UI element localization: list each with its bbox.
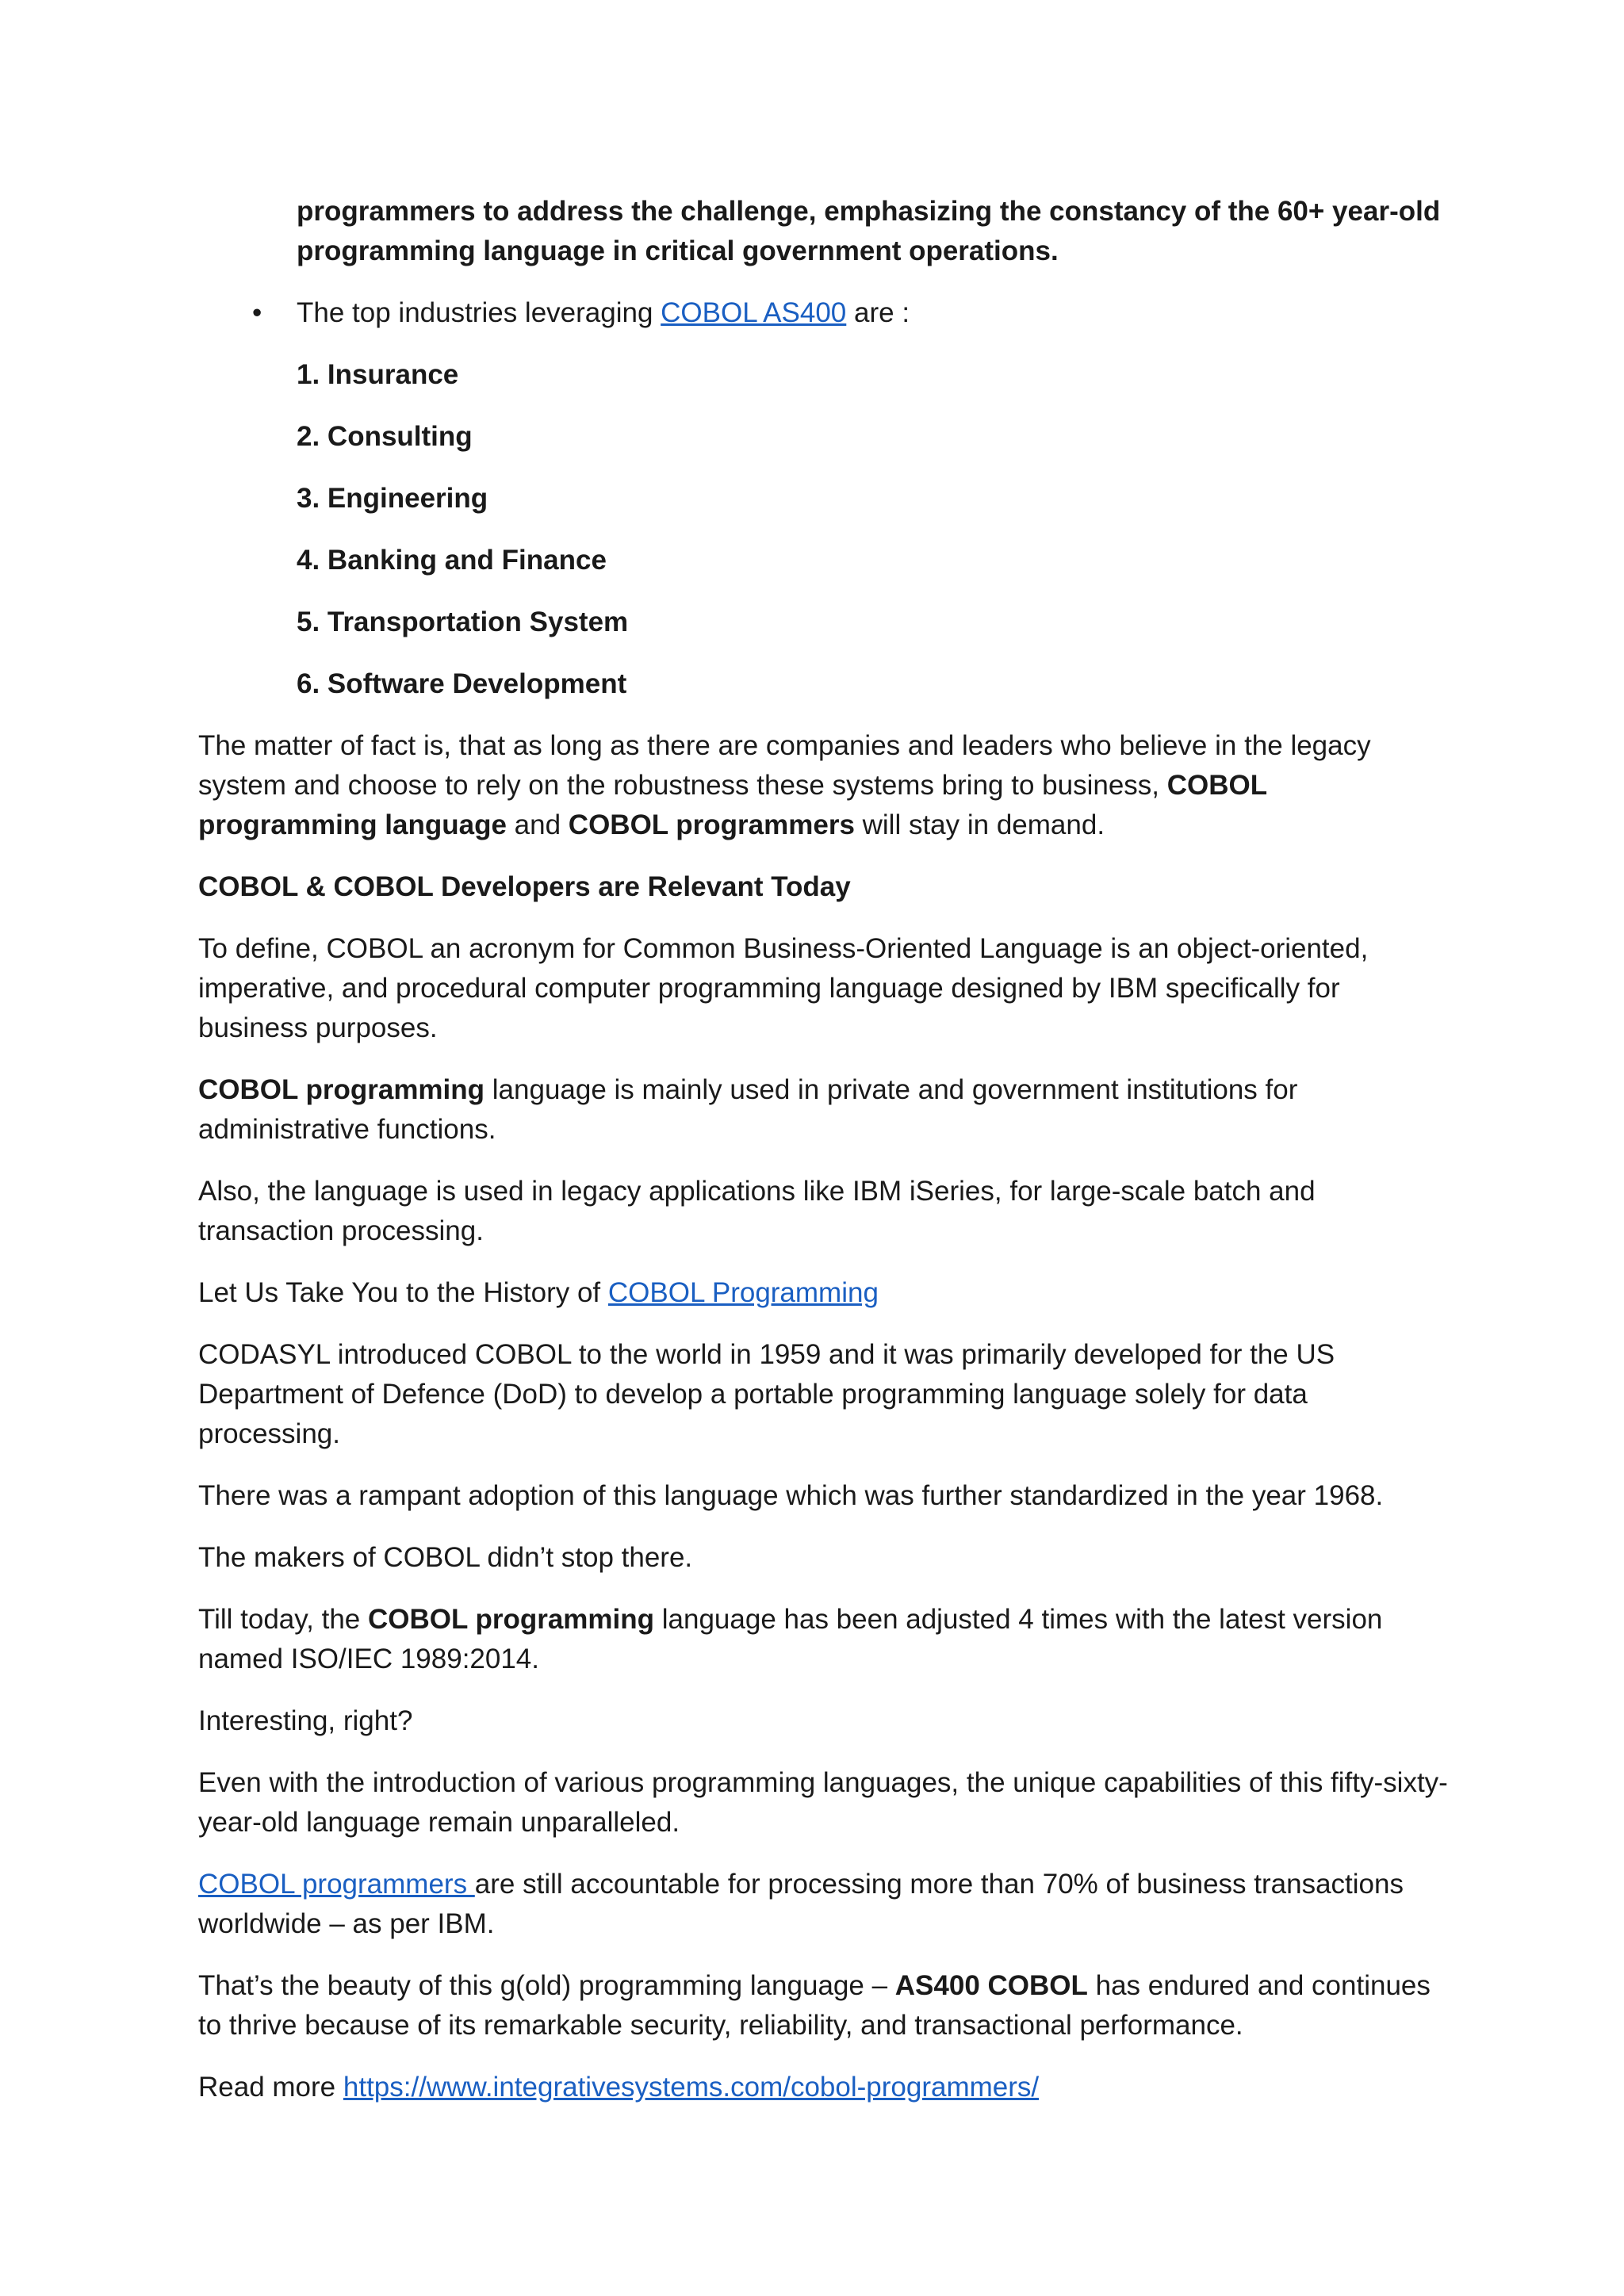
- industry-item-banking: 4. Banking and Finance: [297, 545, 607, 576]
- history-line: [198, 1273, 1451, 1313]
- beauty-bold: AS400 COBOL: [894, 1970, 1088, 2001]
- matter-of-fact-paragraph: [198, 726, 1451, 845]
- matter-text-2: and: [506, 809, 569, 840]
- usage-bold: COBOL programming: [198, 1074, 485, 1105]
- industry-item-software: 6. Software Development: [297, 668, 627, 699]
- till-today-paragraph: [198, 1600, 1451, 1679]
- history-text: Let Us Take You to the History of: [198, 1277, 608, 1308]
- define-paragraph: To define, COBOL an acronym for Common Business-Oriented Language is an object-oriented, imperative, and procedural computer programming language designed by IBM specifically for business purposes.: [198, 933, 1369, 1043]
- industry-item-insurance: 1. Insurance: [297, 359, 459, 390]
- usage-text: language is mainly used in private and government institutions for administrative functions.: [198, 1074, 1298, 1145]
- document-body: [198, 192, 1451, 2130]
- bullet-icon: •: [252, 297, 262, 328]
- makers-paragraph: The makers of COBOL didn’t stop there.: [198, 1542, 693, 1573]
- read-more-label: Read more: [198, 2072, 343, 2103]
- matter-bold-2: COBOL programmers: [568, 809, 855, 840]
- matter-text-3: will stay in demand.: [854, 809, 1105, 840]
- beauty-paragraph: [198, 1966, 1451, 2045]
- industry-item-consulting: 2. Consulting: [297, 421, 473, 452]
- legacy-paragraph: Also, the language is used in legacy applications like IBM iSeries, for large-scale batch and transaction processing.: [198, 1176, 1316, 1246]
- usage-paragraph: [198, 1070, 1451, 1150]
- industries-bullet: [198, 293, 1451, 333]
- till-bold: COBOL programming: [367, 1604, 655, 1635]
- adoption-paragraph: There was a rampant adoption of this language which was further standardized in the year 1968.: [198, 1480, 1384, 1511]
- interesting-paragraph: Interesting, right?: [198, 1705, 413, 1736]
- till-text-2: language has been adjusted 4 times with the latest version named ISO/IEC 1989:2014.: [198, 1604, 1383, 1674]
- beauty-text-2: has endured and continues to thrive because of its remarkable security, reliability, and transactional performance.: [198, 1970, 1431, 2041]
- industry-item-engineering: 3. Engineering: [297, 483, 488, 514]
- read-more-line: [198, 2068, 1451, 2107]
- accountable-text: are still accountable for processing more than 70% of business transactions worldwide – as per IBM.: [198, 1869, 1404, 1939]
- even-paragraph: Even with the introduction of various programming languages, the unique capabilities of this fifty-sixty-year-old language remain unparalleled.: [198, 1767, 1448, 1838]
- continuation-paragraph: programmers to address the challenge, emphasizing the constancy of the 60+ year-old programming language in critical government operations.: [297, 196, 1441, 266]
- industries-intro-before: The top industries leveraging: [297, 297, 661, 328]
- section-heading-relevant: COBOL & COBOL Developers are Relevant Today: [198, 871, 851, 902]
- cobol-as400-link[interactable]: COBOL AS400: [661, 297, 847, 328]
- matter-text-1: The matter of fact is, that as long as there are companies and leaders who believe in the legacy system and choose to rely on the robustness these systems bring to business,: [198, 730, 1371, 801]
- till-text-1: Till today, the: [198, 1604, 368, 1635]
- cobol-programmers-link[interactable]: COBOL programmers: [198, 1869, 475, 1900]
- matter-bold-1: COBOL programming language: [198, 770, 1267, 840]
- codasyl-paragraph: CODASYL introduced COBOL to the world in 1959 and it was primarily developed for the US Department of Defence (DoD) to develop a portable programming language solely for data processing.: [198, 1339, 1335, 1449]
- accountable-paragraph: [198, 1865, 1451, 1944]
- read-more-link[interactable]: https://www.integrativesystems.com/cobol-programmers/: [343, 2072, 1040, 2103]
- industries-intro-after: are :: [846, 297, 910, 328]
- cobol-programming-link[interactable]: COBOL Programming: [607, 1277, 879, 1308]
- beauty-text-1: That’s the beauty of this g(old) programming language –: [198, 1970, 895, 2001]
- industry-item-transportation: 5. Transportation System: [297, 607, 629, 637]
